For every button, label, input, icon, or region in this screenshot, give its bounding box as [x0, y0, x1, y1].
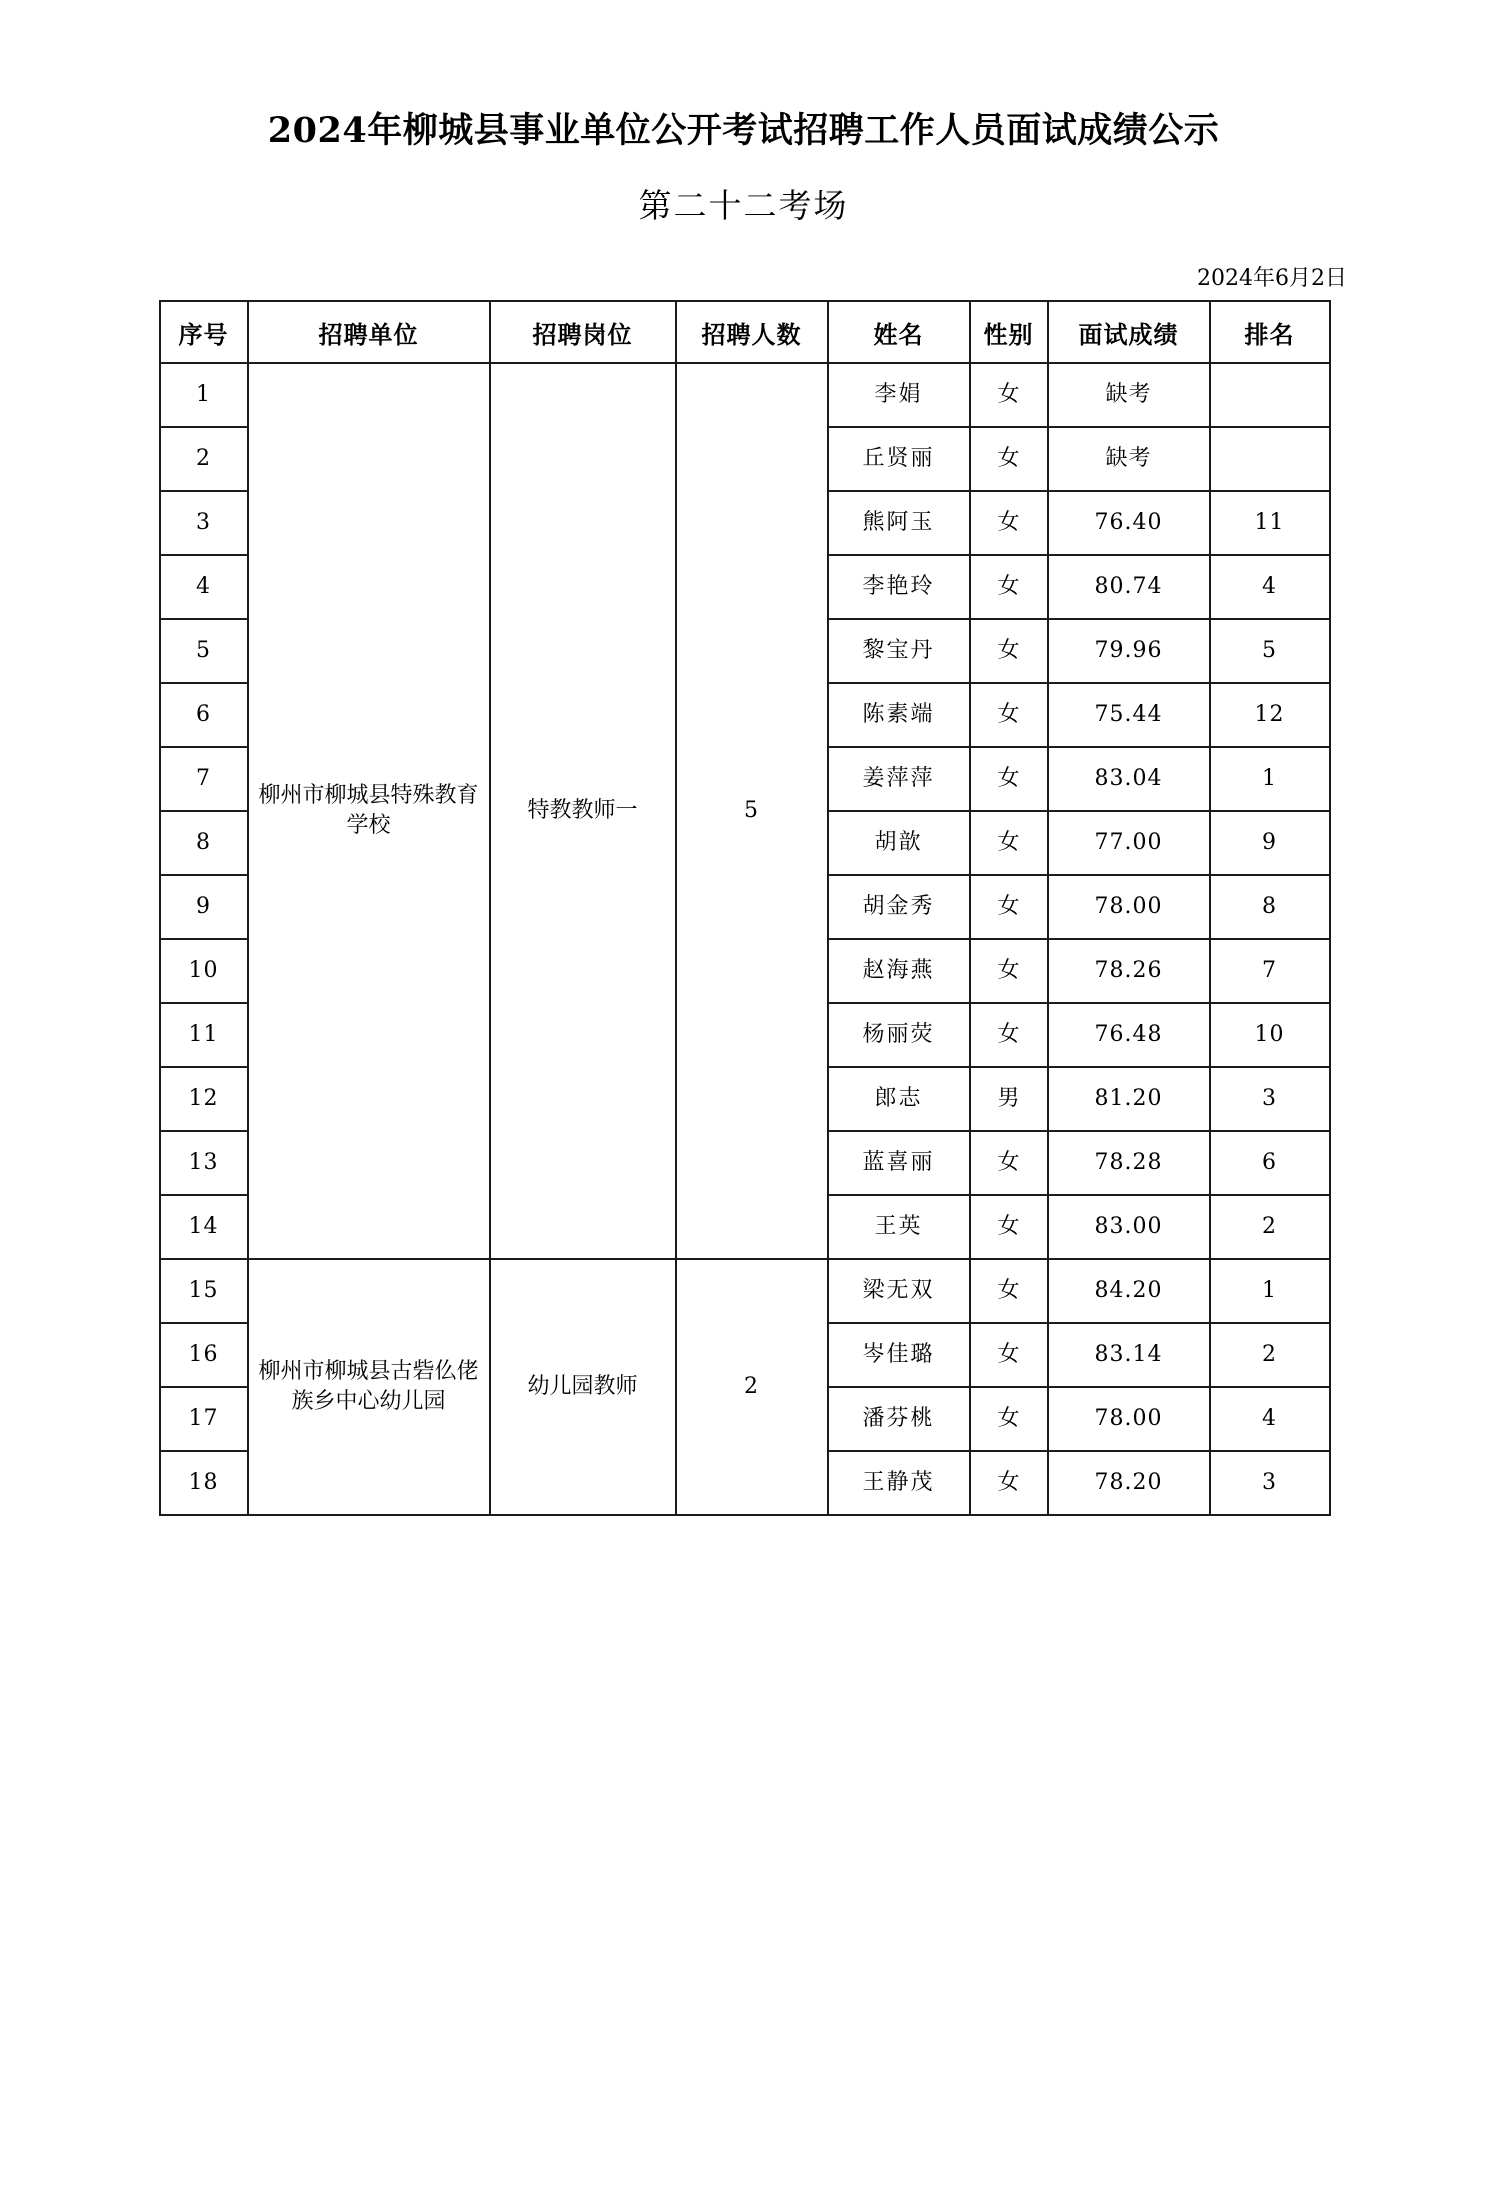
cell-rank: 1: [1210, 1259, 1330, 1323]
cell-sex: 女: [970, 747, 1048, 811]
cell-rank: 10: [1210, 1003, 1330, 1067]
cell-rank: 11: [1210, 491, 1330, 555]
cell-no: 13: [160, 1131, 248, 1195]
cell-post: 特教教师一: [490, 363, 676, 1259]
cell-score: 79.96: [1048, 619, 1210, 683]
cell-sex: 女: [970, 939, 1048, 1003]
column-header-count: 招聘人数: [676, 301, 828, 363]
cell-no: 12: [160, 1067, 248, 1131]
column-header-post: 招聘岗位: [490, 301, 676, 363]
column-header-sex: 性别: [970, 301, 1048, 363]
column-header-unit: 招聘单位: [248, 301, 490, 363]
cell-no: 5: [160, 619, 248, 683]
cell-sex: 女: [970, 875, 1048, 939]
table-header-row: [160, 301, 1330, 363]
cell-name: 王静茂: [828, 1451, 970, 1515]
cell-rank: [1210, 427, 1330, 491]
column-header-name: 姓名: [828, 301, 970, 363]
cell-no: 10: [160, 939, 248, 1003]
cell-sex: 女: [970, 1259, 1048, 1323]
cell-name: 胡金秀: [828, 875, 970, 939]
cell-rank: 1: [1210, 747, 1330, 811]
cell-no: 2: [160, 427, 248, 491]
cell-score: 78.00: [1048, 1387, 1210, 1451]
cell-score: 83.14: [1048, 1323, 1210, 1387]
column-header-rank: 排名: [1210, 301, 1330, 363]
cell-sex: 女: [970, 811, 1048, 875]
cell-no: 3: [160, 491, 248, 555]
cell-score: 78.28: [1048, 1131, 1210, 1195]
column-header-no: 序号: [160, 301, 248, 363]
cell-name: 王英: [828, 1195, 970, 1259]
publish-date: 2024年6月2日: [1197, 266, 1347, 291]
cell-no: 18: [160, 1451, 248, 1515]
cell-sex: 女: [970, 1131, 1048, 1195]
cell-count: 5: [676, 363, 828, 1259]
cell-name: 杨丽荧: [828, 1003, 970, 1067]
cell-count: 2: [676, 1259, 828, 1515]
cell-no: 17: [160, 1387, 248, 1451]
cell-no: 15: [160, 1259, 248, 1323]
cell-unit: 柳州市柳城县古砦仫佬族乡中心幼儿园: [248, 1259, 490, 1515]
cell-sex: 女: [970, 491, 1048, 555]
cell-no: 4: [160, 555, 248, 619]
cell-score: 缺考: [1048, 427, 1210, 491]
cell-name: 姜萍萍: [828, 747, 970, 811]
cell-name: 丘贤丽: [828, 427, 970, 491]
cell-sex: 女: [970, 1387, 1048, 1451]
cell-name: 梁无双: [828, 1259, 970, 1323]
cell-sex: 女: [970, 363, 1048, 427]
cell-name: 蓝喜丽: [828, 1131, 970, 1195]
document-page: [0, 110, 1487, 2212]
cell-name: 岑佳璐: [828, 1323, 970, 1387]
cell-name: 李艳玲: [828, 555, 970, 619]
cell-score: 缺考: [1048, 363, 1210, 427]
cell-rank: 3: [1210, 1451, 1330, 1515]
column-header-score: 面试成绩: [1048, 301, 1210, 363]
cell-sex: 女: [970, 683, 1048, 747]
cell-name: 熊阿玉: [828, 491, 970, 555]
cell-rank: 12: [1210, 683, 1330, 747]
cell-name: 李娟: [828, 363, 970, 427]
cell-rank: 6: [1210, 1131, 1330, 1195]
cell-score: 75.44: [1048, 683, 1210, 747]
cell-sex: 女: [970, 555, 1048, 619]
cell-no: 9: [160, 875, 248, 939]
cell-no: 14: [160, 1195, 248, 1259]
cell-sex: 女: [970, 427, 1048, 491]
cell-no: 16: [160, 1323, 248, 1387]
cell-score: 78.00: [1048, 875, 1210, 939]
page-title: 2024年柳城县事业单位公开考试招聘工作人员面试成绩公示: [267, 110, 1220, 151]
cell-name: 胡歆: [828, 811, 970, 875]
cell-name: 郎志: [828, 1067, 970, 1131]
cell-rank: 4: [1210, 555, 1330, 619]
cell-rank: 4: [1210, 1387, 1330, 1451]
cell-no: 11: [160, 1003, 248, 1067]
cell-unit: 柳州市柳城县特殊教育学校: [248, 363, 490, 1259]
cell-rank: [1210, 363, 1330, 427]
results-table-wrapper: [159, 300, 1329, 1516]
cell-sex: 女: [970, 1003, 1048, 1067]
cell-score: 77.00: [1048, 811, 1210, 875]
cell-no: 6: [160, 683, 248, 747]
table-row: [160, 363, 1330, 427]
cell-sex: 女: [970, 1451, 1048, 1515]
cell-rank: 3: [1210, 1067, 1330, 1131]
cell-score: 81.20: [1048, 1067, 1210, 1131]
cell-score: 80.74: [1048, 555, 1210, 619]
cell-score: 78.26: [1048, 939, 1210, 1003]
cell-sex: 女: [970, 1323, 1048, 1387]
cell-score: 83.00: [1048, 1195, 1210, 1259]
cell-rank: 5: [1210, 619, 1330, 683]
cell-score: 76.40: [1048, 491, 1210, 555]
cell-no: 1: [160, 363, 248, 427]
cell-score: 84.20: [1048, 1259, 1210, 1323]
cell-score: 83.04: [1048, 747, 1210, 811]
cell-sex: 女: [970, 619, 1048, 683]
cell-rank: 2: [1210, 1323, 1330, 1387]
table-row: [160, 1259, 1330, 1323]
cell-rank: 2: [1210, 1195, 1330, 1259]
cell-name: 黎宝丹: [828, 619, 970, 683]
cell-rank: 8: [1210, 875, 1330, 939]
cell-rank: 7: [1210, 939, 1330, 1003]
cell-sex: 男: [970, 1067, 1048, 1131]
cell-sex: 女: [970, 1195, 1048, 1259]
cell-name: 赵海燕: [828, 939, 970, 1003]
cell-name: 陈素端: [828, 683, 970, 747]
cell-name: 潘芬桃: [828, 1387, 970, 1451]
cell-score: 78.20: [1048, 1451, 1210, 1515]
cell-rank: 9: [1210, 811, 1330, 875]
cell-no: 8: [160, 811, 248, 875]
interview-results-table: [159, 300, 1331, 1516]
cell-post: 幼儿园教师: [490, 1259, 676, 1515]
cell-score: 76.48: [1048, 1003, 1210, 1067]
page-subtitle: 第二十二考场: [638, 186, 849, 225]
cell-no: 7: [160, 747, 248, 811]
